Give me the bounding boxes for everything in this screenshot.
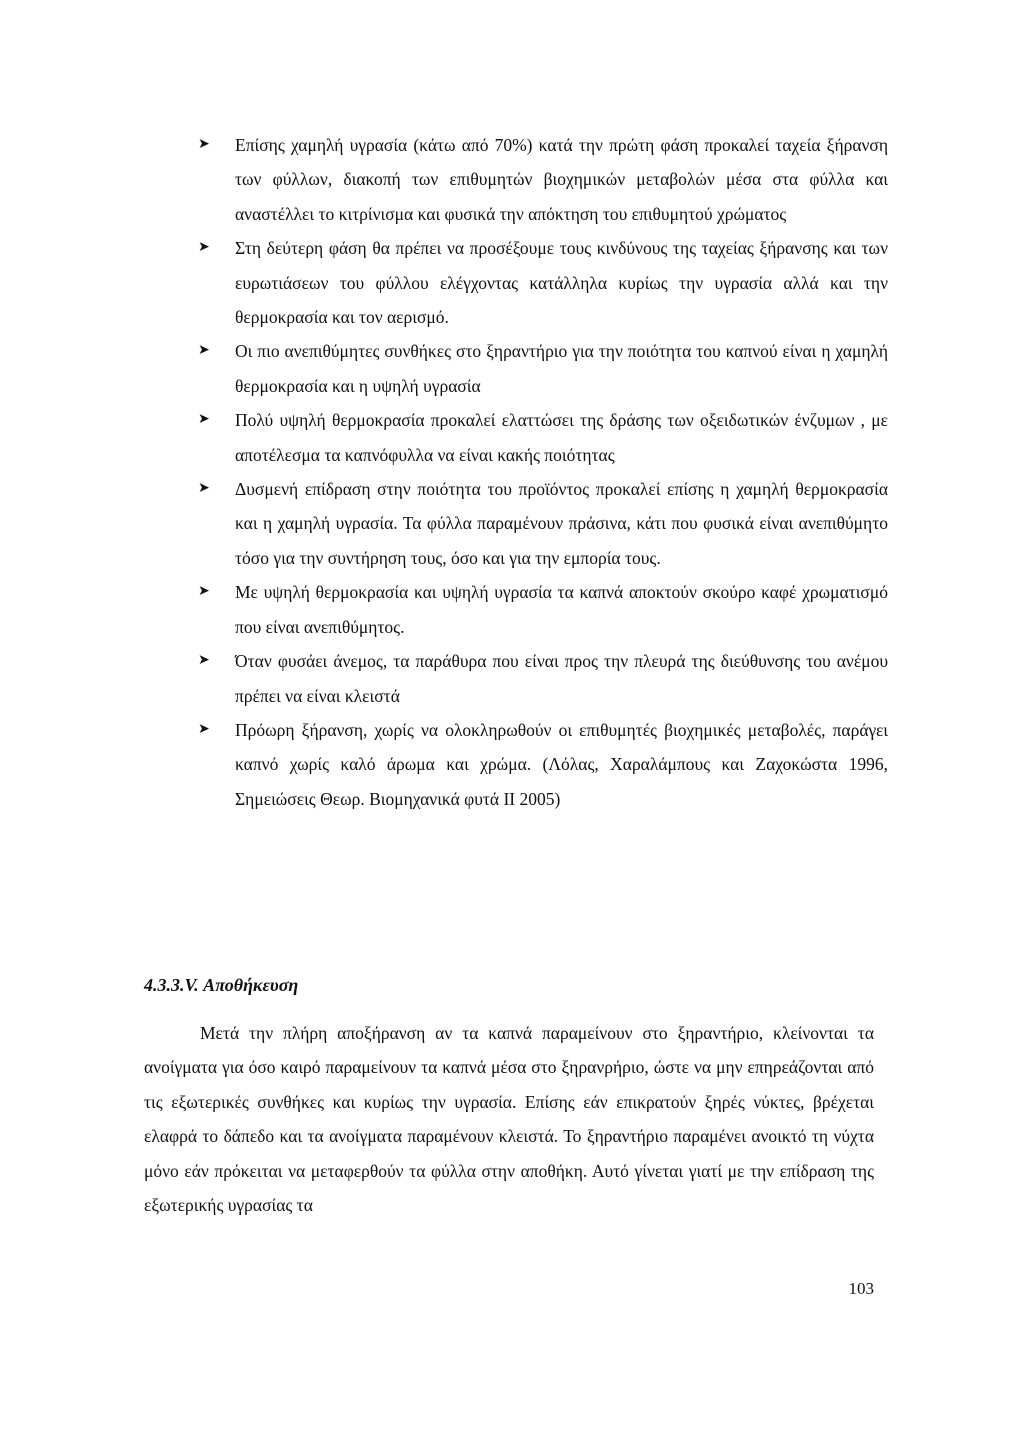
bullet-text: Οι πιο ανεπιθύμητες συνθήκες στο ξηραντήριο για την ποιότητα του καπνού είναι η χαμηλή θερμοκρασία και η υψηλή υγρασία — [235, 341, 888, 396]
bullet-item — [198, 713, 888, 816]
bullet-item — [198, 128, 888, 231]
page-number: 103 — [848, 1279, 874, 1298]
bullet-item — [198, 575, 888, 644]
bullet-text: Πολύ υψηλή θερμοκρασία προκαλεί ελαττώσει της δράσης των οξειδωτικών ένζυμων , με αποτέλεσμα τα καπνόφυλλα να είναι κακής ποιότητας — [235, 410, 888, 465]
bullet-arrow-icon: ➤ — [198, 343, 210, 359]
section-paragraph: Μετά την πλήρη αποξήρανση αν τα καπνά παραμείνουν στο ξηραντήριο, κλείνονται τα ανοίγματα για όσο καιρό παραμείνουν τα καπνά μέσα στο ξηρανρήριο, ώστε να μην επηρεάζονται από τις εξωτερικές συνθήκες και κυρίως την υγρασία. Επίσης εάν επικρατούν ξηρές νύκτες, βρέχεται ελαφρά το δάπεδο και τα ανοίγματα παραμένουν κλειστά. Το ξηραντήριο παραμένει ανοικτό τη νύχτα μόνο εάν πρόκειται να μεταφερθούν τα φύλλα στην αποθήκη. Αυτό γίνεται γιατί με την επίδραση της εξωτερικής υγρασίας τα — [144, 1023, 874, 1216]
bullet-item — [198, 231, 888, 334]
section-heading: 4.3.3.V. Αποθήκευση — [144, 975, 299, 995]
bullet-arrow-icon: ➤ — [198, 653, 210, 669]
bullet-arrow-icon: ➤ — [198, 240, 210, 256]
bullet-text: Στη δεύτερη φάση θα πρέπει να προσέξουμε τους κινδύνους της ταχείας ξήρανσης και των ευρωτιάσεων του φύλλου ελέγχοντας κατάλληλα κυρίως την υγρασία αλλά και την θερμοκρασία και τον αερισμό. — [235, 238, 888, 328]
bullet-arrow-icon: ➤ — [198, 137, 210, 152]
bullet-item — [198, 472, 888, 575]
bullet-arrow-icon: ➤ — [198, 584, 210, 600]
bullet-text: Με υψηλή θερμοκρασία και υψηλή υγρασία τα καπνά αποκτούν σκούρο καφέ χρωματισμό που είναι ανεπιθύμητος. — [235, 582, 888, 637]
bullet-text: Όταν φυσάει άνεμος, τα παράθυρα που είναι προς την πλευρά της διεύθυνσης του ανέμου πρέπει να είναι κλειστά — [235, 651, 888, 706]
bullet-item — [198, 644, 888, 713]
bullet-text: Δυσμενή επίδραση στην ποιότητα του προϊόντος προκαλεί επίσης η χαμηλή θερμοκρασία και η χαμηλή υγρασία. Τα φύλλα παραμένουν πράσινα, κάτι που φυσικά είναι ανεπιθύμητο τόσο για την συντήρηση τους, όσο και για την εμπορία τους. — [235, 479, 888, 568]
bullet-text: Επίσης χαμηλή υγρασία (κάτω από 70%) κατά την πρώτη φάση προκαλεί ταχεία ξήρανση των φύλλων, διακοπή των επιθυμητών βιοχημικών μεταβολών μέσα στα φύλλα και αναστέλλει το κιτρίνισμα και φυσικά την απόκτηση του επιθυμητού χρώματος — [235, 135, 888, 224]
bullet-item — [198, 403, 888, 472]
bullet-text: Πρόωρη ξήρανση, χωρίς να ολοκληρωθούν οι επιθυμητές βιοχημικές μεταβολές, παράγει καπνό χωρίς καλό άρωμα και χρώμα. (Λόλας, Χαραλάμπους και Ζαχοκώστα 1996, Σημειώσεις Θεωρ. Βιομηχανικά φυτά ΙΙ 2005) — [235, 719, 888, 809]
bullet-arrow-icon: ➤ — [198, 721, 210, 737]
bullet-item — [198, 334, 888, 403]
bullet-list — [198, 128, 888, 816]
bullet-arrow-icon: ➤ — [198, 481, 210, 497]
bullet-arrow-icon: ➤ — [198, 412, 210, 428]
